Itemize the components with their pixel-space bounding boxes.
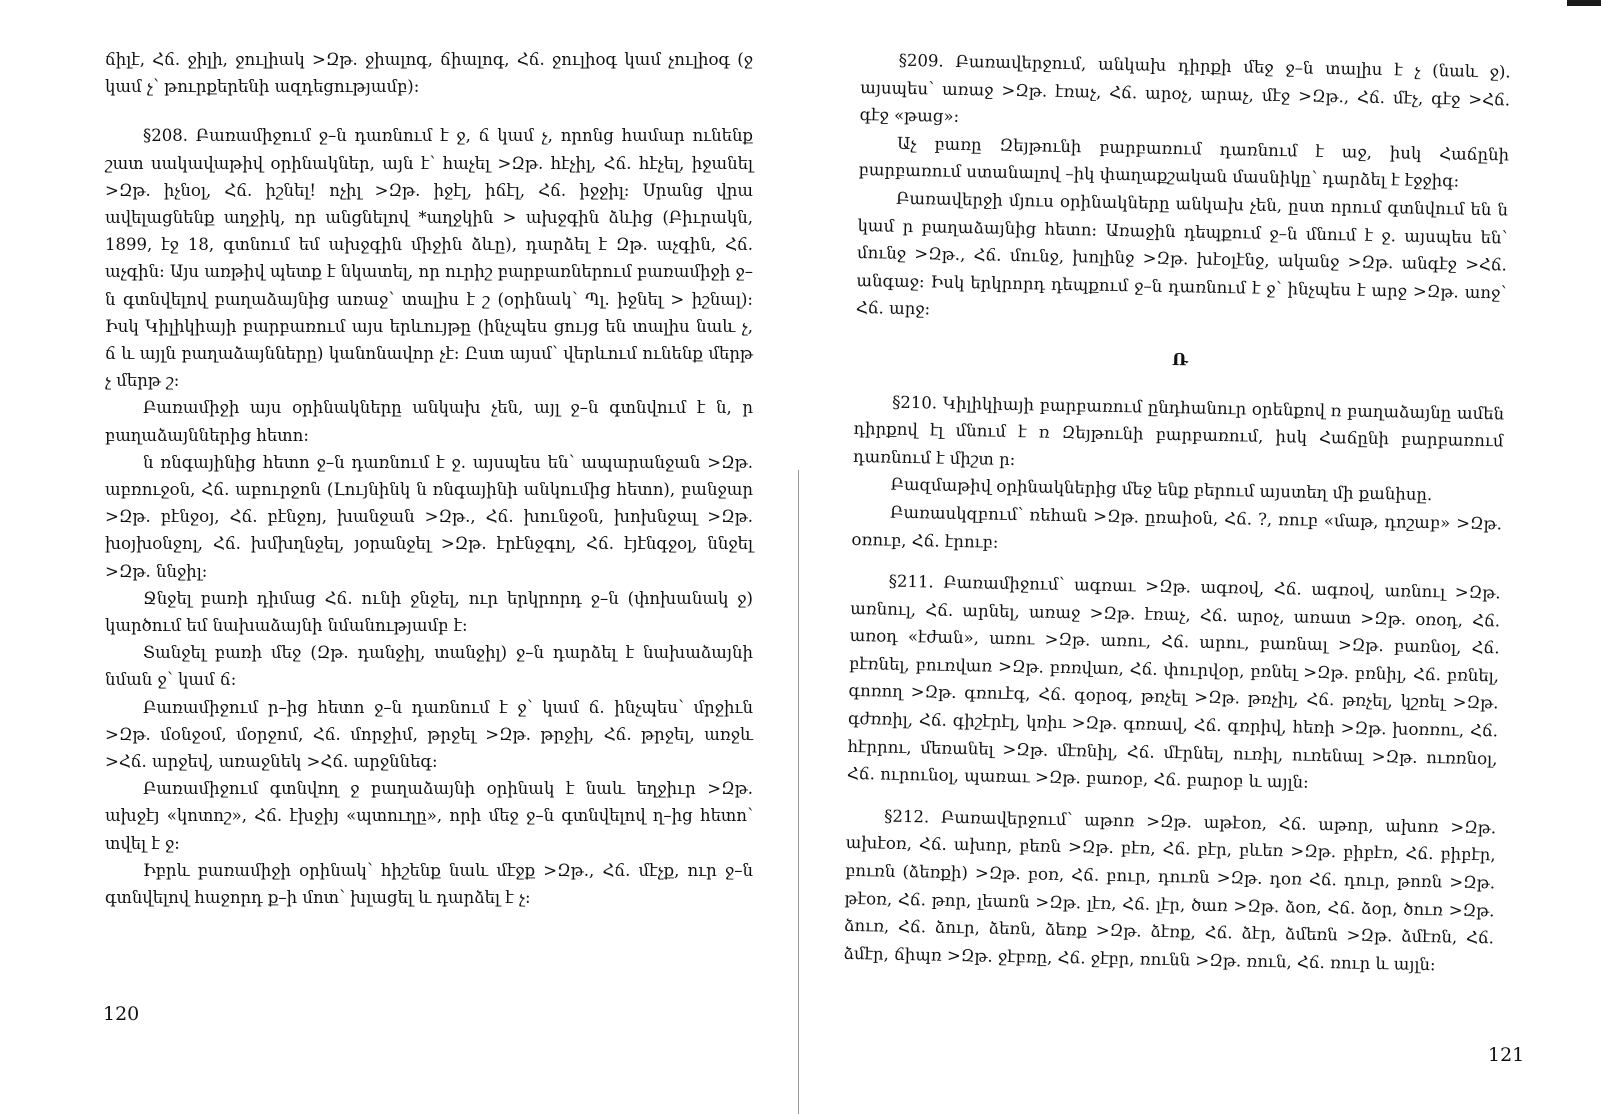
paragraph-210: §210. Կիլիկիայի բարբառում ընդհանուր օրենքով ռ բաղաձայնը ամեն դիրքով էլ մնում է ռ Զեյթունի բարբառում, իսկ Հաճընի բարբառում դառնում է միշտ ր: [852,392,1505,469]
section-heading: Ռ [1171,349,1189,370]
paragraph-211: §211. Բառամիջում՝ ագռաւ >Զթ. ագռօվ, Հճ. ագռօվ, առնուլ >Զթ. առնուլ, Հճ. արնել, առաջ >Զթ. էռաչ, Հճ. արօչ, առատ >Զթ. օռօդ, Հճ. առօդ «էժան», առու >Զթ. առու, Հճ. արու, բառնալ >Զթ. բառնօլ, Հճ. բէռնել, բուռվառ >Զթ. բռռվառ, Հճ. փուրվօր, բռնել >Զթ. բռնիլ, Հճ. բռնել, գոռող >Զթ. գռուէգ, Հճ. գօրօգ, թռչել >Զթ. թռչիլ, Հճ. թռչել, կշռել >Զթ. գժռռիլ, Հճ. գիշէրէլ, կռիւ >Զթ. գռռավ, Հճ. գռրիվ, հեռի >Զթ. խօռռու, Հճ. հէրրու, մեռանել >Զթ. մէռնիլ, Հճ. մէրնել, ուռիլ, ուռենալ >Զթ. ուռռնօլ, Հճ. ուրունօլ, պառաւ >Զթ. բառօբ, Հճ. բարօբ և այլն: [846,571,1501,792]
paragraph: ն ռնգայինից հետո ջ–ն դառնում է ջ. այսպես են՝ ապարանջան >Զթ. աբռուջօն, Հճ. աբուրջոն (Լույնինկ ն ռնգայինի անկումից հետո), բանջար >Զթ. բէնջօյ, Հճ. բէնջոյ, խանջան >Զթ., Հճ. խունջօն, խոխնջալ >Զթ. խօյխօնջոլ, Հճ. խմխղնջել, յօրանջել >Զթ. էրէնջգոլ, Հճ. էյէնգջօլ, ննջել >Զթ. ննջիլ: [105,452,753,581]
paragraph: Բառավերջի մյուս օրինակները անկախ չեն, ըստ որում գտնվում են ն կամ ր բաղաձայնից հետո: Առաջին դեպքում ջ–ն մնում է ջ. այսպես են՝ մունջ >Զթ., Հճ. մունջ, խոլինջ >Զթ. խէօլէնջ, ականջ >Զթ. անգէջ >Հճ. անգաջ: Իսկ երկրորդ դեպքում ջ–ն դառնում է ջ՝ ինչպես է արջ >Զթ. աոջ՝ Հճ. արջ: [855,188,1509,319]
paragraph: Տանջել բառի մեջ (Զթ. դանջիլ, տանջիլ) ջ–ն դարձել է նախաձայնի նման ջ՝ կամ ճ: [105,643,753,690]
paragraph: Բառամիջում ր–ից հետո ջ–ն դառնում է ջ՝ կամ ճ. ինչպես՝ մրջիւն >Զթ. մօնջօմ, մօրջոմ, Հճ. մորջիմ, թրջել >Զթ. թրջիլ, Հճ. թրջել, առջև >Հճ. արջեվ, առաջնեկ >Հճ. արջննեգ: [105,697,753,772]
paragraph-209: §209. Բառավերջում, անկախ դիրքի մեջ ջ–ն տալիս է չ (նաև ջ). այսպես՝ առաջ >Զթ. էռաչ, Հճ. արօչ, արաչ, մէջ >Զթ., Հճ. մէչ, գէջ >Հճ. գէջ «թաց»: [859,50,1511,127]
paragraph-208: §208. Բառամիջում ջ–ն դառնում է ջ, ճ կամ չ, որոնց համար ունենք շատ սակավաթիվ օրինակներ, այն է՝ հաչել >Զթ. հէչիլ, Հճ. հէչել, իջանել >Զթ. իչնօլ, Հճ. իշնել! ոչիլ >Զթ. իջէլ, իճէլ, Հճ. իջջիլ: Սրանց վրա ավելացնենք աղջիկ, որ անցնելով *աղջկին > ախջգին ձևից (Բիւրակն, 1899, էջ 18, գտնում եմ ախջգին միջին ձևը), դարձել է Զթ. աչգին, Հճ. աչգին: Այս առթիվ պետք է նկատել, որ ուրիշ բարբառներում բառամիջի ջ–ն գտնվելով բաղաձայնից առաջ՝ տալիս է շ (օրինակ՝ Պլ. իջնել > իշնալ): Իսկ Կիլիկիայի բարբառում այս երևույթը (ինչպես ցույց են տալիս նաև չ, ճ և այլն բաղաձայնները) կանոնավոր չէ: Ըստ այսմ՝ վերևում ունենք մերթ չ մերթ շ: [105,126,753,391]
paragraph: Աչ բառը Զեյթունի բարբառում դառնում է աջ, իսկ Հաճընի բարբառում ստանալով –իկ փաղաքշական մասնիկը՝ դարձել է էջջիգ: [858,133,1510,191]
paragraph: Բառասկզբում՝ ռեհան >Զթ. ըռաիօն, Հճ. ?, ռուբ «մաթ, դոշաբ» >Զթ. օռուբ, Հճ. էրուբ: [851,502,1503,552]
paragraph: Իբրև բառամիջի օրինակ՝ հիշենք նաև մէջք >Զթ., Հճ. մէչք, ուր ջ–ն գտնվելով հաջորդ ք–ի մոտ՝ խլացել և դարձել է չ: [105,860,753,908]
right-page-text [843,46,1511,980]
paragraph-212: §212. Բառավերջում՝ աթոռ >Զթ. աթէօռ, Հճ. աթոր, ախոռ >Զթ. ախէօռ, Հճ. ախոր, բեռն >Զթ. բէռ, Հճ. բէր, բևեռ >Զթ. բիբէռ, Հճ. բիբէր, բուռն (ձեռքի) >Զթ. բօռ, Հճ. բուր, դուռն >Զթ. դօռ Հճ. դուր, թոռն >Զթ. թէօռ, Հճ. թոր, լեառն >Զթ. լէռ, Հճ. լէր, ծառ >Զթ. ձօռ, Հճ. ձօր, ծուռ >Զթ. ձուռ, Հճ. ձուր, ձեռն, ձեռք >Զթ. ձէռք, Հճ. ձէր, ձմեռն >Զթ. ձմէռն, Հճ. ձմէր, ճիպռ >Զթ. ջէբռը, Հճ. ջէբր, ռունն >Զթ. ռուն, Հճ. ռուր և այլն: [843,806,1497,975]
page-number: 120 [103,1003,140,1025]
left-page [0,0,798,1114]
paragraph: Բառամիջում գտնվող ջ բաղաձայնի օրինակ է նաև եղջիւր >Զթ. ախջէյ «կոտոշ», Հճ. էխջիյ «պտուղը», որի մեջ ջ–ն գտնվելով ղ–ից հետո՝ տվել է ջ: [105,779,753,853]
paragraph: Բառամիջի այս օրինակները անկախ չեն, այլ ջ–ն գտնվում է ն, ր բաղաձայններից հետո: [105,398,753,445]
left-page-text [105,46,753,911]
right-page [799,0,1601,1114]
page-number: 121 [1488,1044,1525,1066]
paragraph: Բազմաթիվ օրինակներից մեջ ենք բերում այստեղ մի քանիսը. [890,474,1433,505]
paragraph: Ջնջել բառի դիմաց Հճ. ունի ջնջել, ուր երկրորդ ջ–ն (փոխանակ ջ) կարծում եմ նախաձայնի նմանությամբ է: [105,588,753,636]
paragraph: ճիլէ, Հճ. ջիլի, ջուլիակ >Զթ. ջիալոգ, ճիալոգ, Հճ. ջուլիօգ կամ չուլիօգ (ջ կամ չ՝ թուրքերենի ազդեցությամբ): [105,50,753,97]
